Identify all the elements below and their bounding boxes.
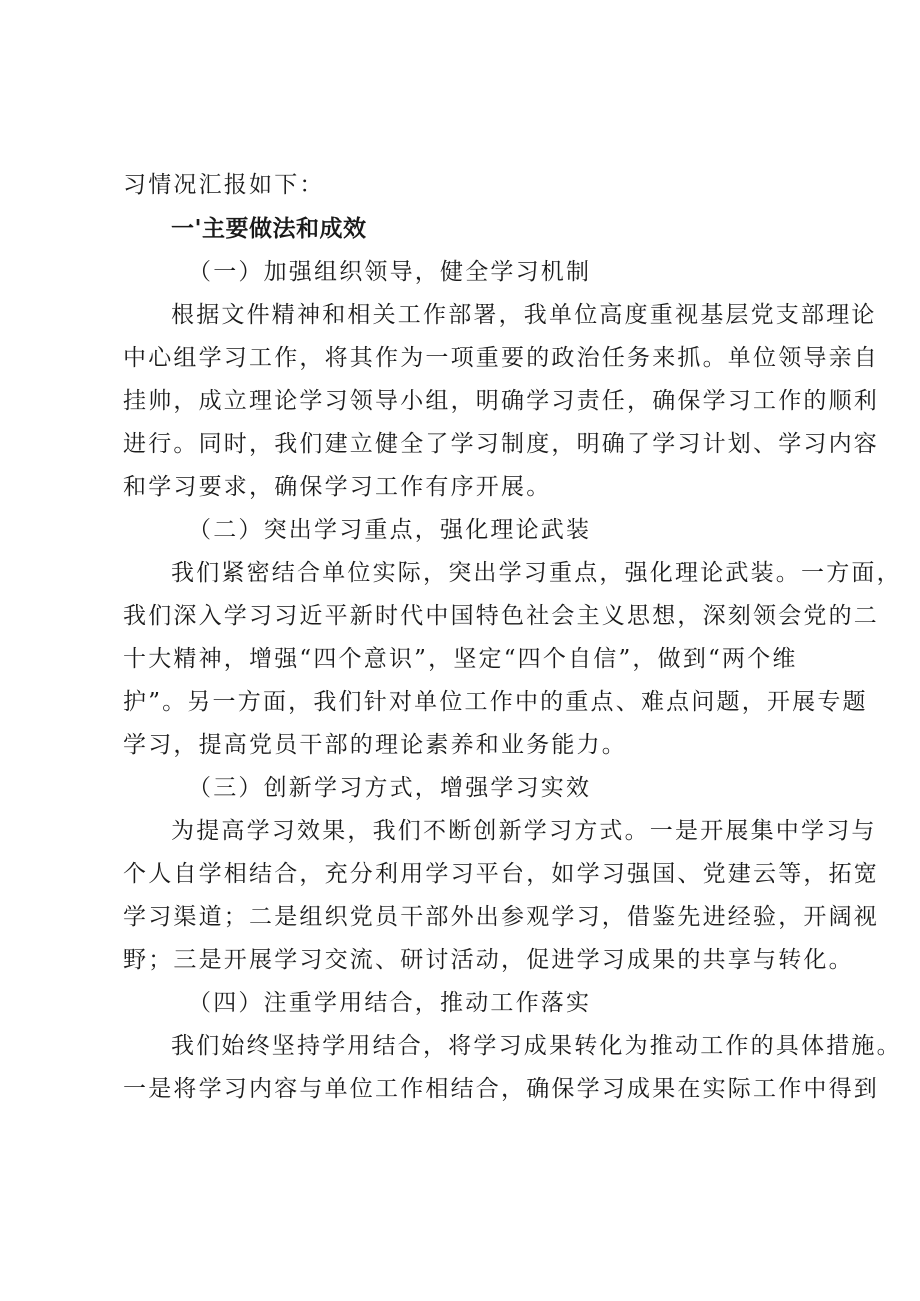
paragraph-line: 学习，提高党员干部的理论素养和业务能力。: [123, 732, 627, 758]
paragraph-line: 根据文件精神和相关工作部署，我单位高度重视基层党支部理论: [171, 302, 877, 328]
paragraph-line: 学习渠道；二是组织党员干部外出参观学习，借鉴先进经验，开阔视: [123, 904, 879, 930]
paragraph-line: 我们始终坚持学用结合，将学习成果转化为推动工作的具体措施。: [171, 1033, 902, 1059]
paragraph-line: 野；三是开展学习交流、研讨活动，促进学习成果的共享与转化。: [123, 947, 854, 973]
paragraph-line: 个人自学相结合，充分利用学习平台，如学习强国、党建云等，拓宽: [123, 861, 879, 887]
paragraph-line: 一是将学习内容与单位工作相结合，确保学习成果在实际工作中得到: [123, 1076, 879, 1102]
section-title: 一'主要做法和成效: [171, 216, 367, 242]
paragraph-line: 护”。另一方面，我们针对单位工作中的重点、难点问题，开展专题: [123, 689, 868, 715]
paragraph-line: 和学习要求，确保学习工作有序开展。: [123, 474, 552, 500]
paragraph-line: 挂帅，成立理论学习领导小组，明确学习责任，确保学习工作的顺利: [123, 388, 879, 414]
paragraph-line: 我们紧密结合单位实际，突出学习重点，强化理论武装。一方面，: [171, 560, 902, 586]
paragraph-line: 十大精神，增强“四个意识”，坚定“四个自信”，做到“两个维: [123, 646, 798, 672]
subsection-heading-2: （二）突出学习重点，强化理论武装: [188, 517, 592, 543]
intro-line: 习情况汇报如下：: [123, 172, 325, 198]
subsection-heading-3: （三）创新学习方式，增强学习实效: [188, 775, 592, 801]
subsection-heading-4: （四）注重学用结合，推动工作落实: [188, 990, 592, 1016]
paragraph-line: 中心组学习工作，将其作为一项重要的政治任务来抓。单位领导亲自: [123, 345, 879, 371]
paragraph-line: 为提高学习效果，我们不断创新学习方式。一是开展集中学习与: [171, 818, 877, 844]
subsection-heading-1: （一）加强组织领导，健全学习机制: [188, 259, 592, 285]
paragraph-line: 进行。同时，我们建立健全了学习制度，明确了学习计划、学习内容: [123, 431, 879, 457]
paragraph-line: 我们深入学习习近平新时代中国特色社会主义思想，深刻领会党的二: [123, 603, 879, 629]
